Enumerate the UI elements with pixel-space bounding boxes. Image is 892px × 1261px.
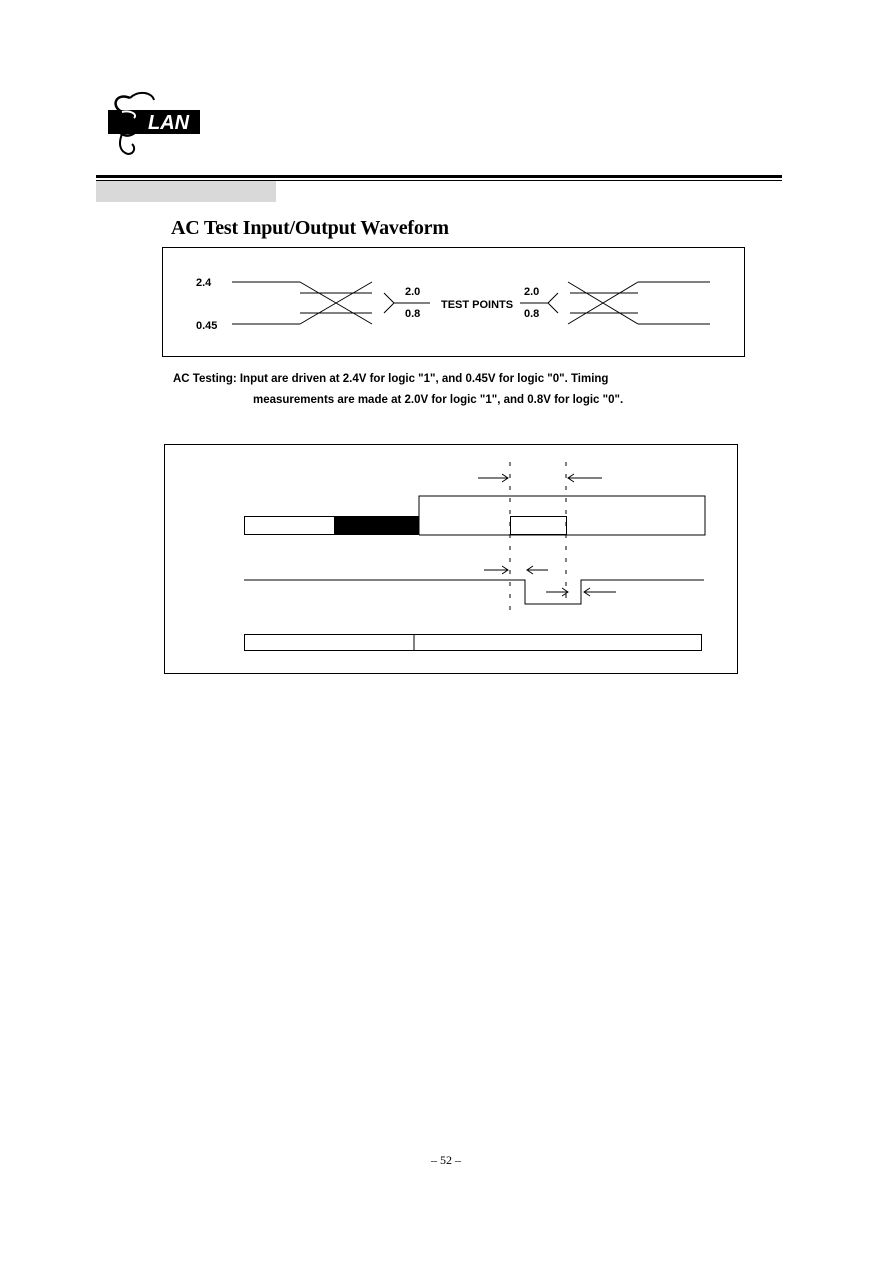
page-number (0, 1153, 892, 1168)
timing-frame (165, 445, 738, 674)
level-low-label: 0.45 (196, 320, 218, 332)
threshold-high-label-right: 2.0 (524, 286, 540, 298)
logo-text: LAN (148, 112, 190, 134)
test-points-label: TEST POINTS (441, 299, 514, 311)
header-gray-bar (96, 181, 276, 202)
signal1-segment-a (245, 517, 335, 535)
timing-diagram-figure (164, 444, 738, 674)
test-point-chevron-right (548, 293, 558, 313)
signal1-pulse (511, 517, 567, 535)
elan-logo (108, 88, 208, 158)
section-title: AC Test Input/Output Waveform (171, 217, 449, 239)
threshold-high-label-left: 2.0 (405, 286, 421, 298)
signal1-segment-high (419, 496, 705, 535)
threshold-low-label-left: 0.8 (405, 308, 421, 320)
header-rule-thick (96, 175, 782, 178)
page-dash-left: – (431, 1153, 440, 1167)
bus-row (245, 635, 702, 651)
ac-test-waveform-figure (162, 247, 745, 357)
page-number-value: 52 (440, 1153, 452, 1167)
level-high-label: 2.4 (196, 277, 212, 289)
threshold-low-label-right: 0.8 (524, 308, 540, 320)
test-point-chevron-left (384, 293, 394, 313)
signal1-segment-black (335, 516, 419, 535)
ac-testing-note-line1: AC Testing: Input are driven at 2.4V for logic "1", and 0.45V for logic "0". Timing (173, 373, 609, 385)
ac-testing-note-line2: measurements are made at 2.0V for logic "1", and 0.8V for logic "0". (253, 394, 624, 406)
signal2-line (244, 580, 704, 604)
page-dash-right: – (452, 1153, 461, 1167)
